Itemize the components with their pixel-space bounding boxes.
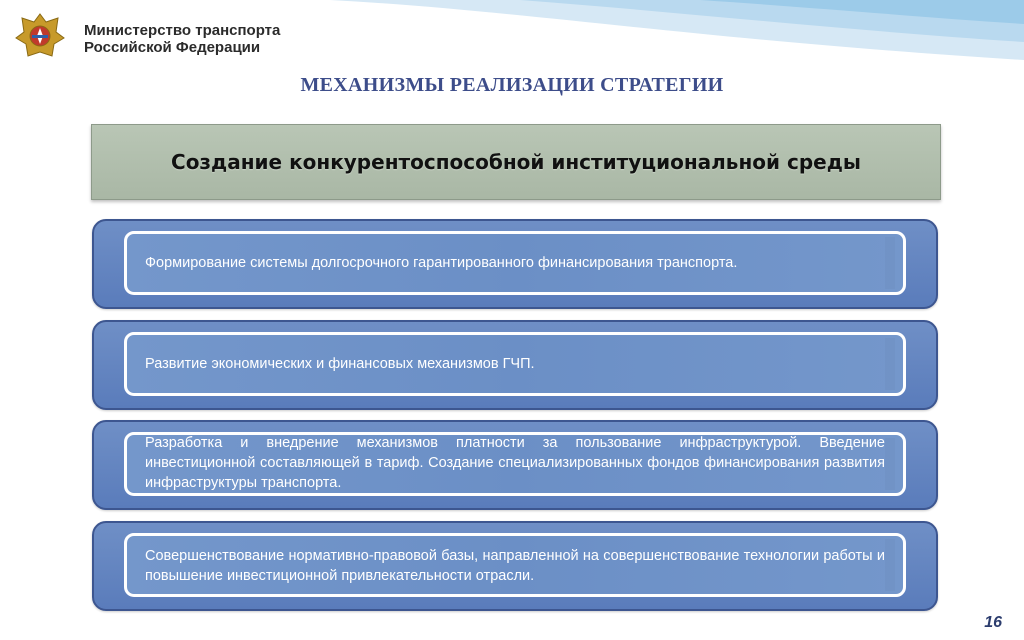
page-number: 16: [984, 614, 1002, 631]
coat-of-arms-icon: [12, 8, 68, 64]
mechanism-card-inner: [124, 432, 906, 496]
mechanism-text: Развитие экономических и финансовых механизмов ГЧП.: [145, 356, 535, 372]
slide-title: МЕХАНИЗМЫ РЕАЛИЗАЦИИ СТРАТЕГИИ: [300, 74, 724, 96]
mechanism-card-inner: [124, 533, 906, 597]
mechanism-card-1: [92, 219, 938, 309]
strategy-banner: [91, 124, 941, 200]
mechanism-card-inner: [124, 332, 906, 396]
org-line-2: Российской Федерации: [84, 39, 261, 56]
banner-text: Создание конкурентоспособной институциональной среды: [171, 150, 861, 174]
mechanism-card-2: [92, 320, 938, 410]
org-line-1: Министерство транспорта: [84, 22, 281, 39]
mechanism-card-4: [92, 521, 938, 611]
mechanism-text: Совершенствование нормативно-правовой базы, направленной на совершенствование технологии работы и повышение инвестиционной привлекательности отрасли.: [145, 548, 885, 584]
organization-name: [84, 22, 280, 56]
mechanism-text: Формирование системы долгосрочного гарантированного финансирования транспорта.: [145, 255, 738, 271]
mechanism-text: Разработка и внедрение механизмов платности за пользование инфраструктурой. Введение инвестиционной составляющей в тариф. Создание специализированных фондов финансирования развития инфраструктуры транспорта.: [145, 435, 885, 491]
mechanism-card-3: [92, 420, 938, 510]
mechanism-card-inner: [124, 231, 906, 295]
